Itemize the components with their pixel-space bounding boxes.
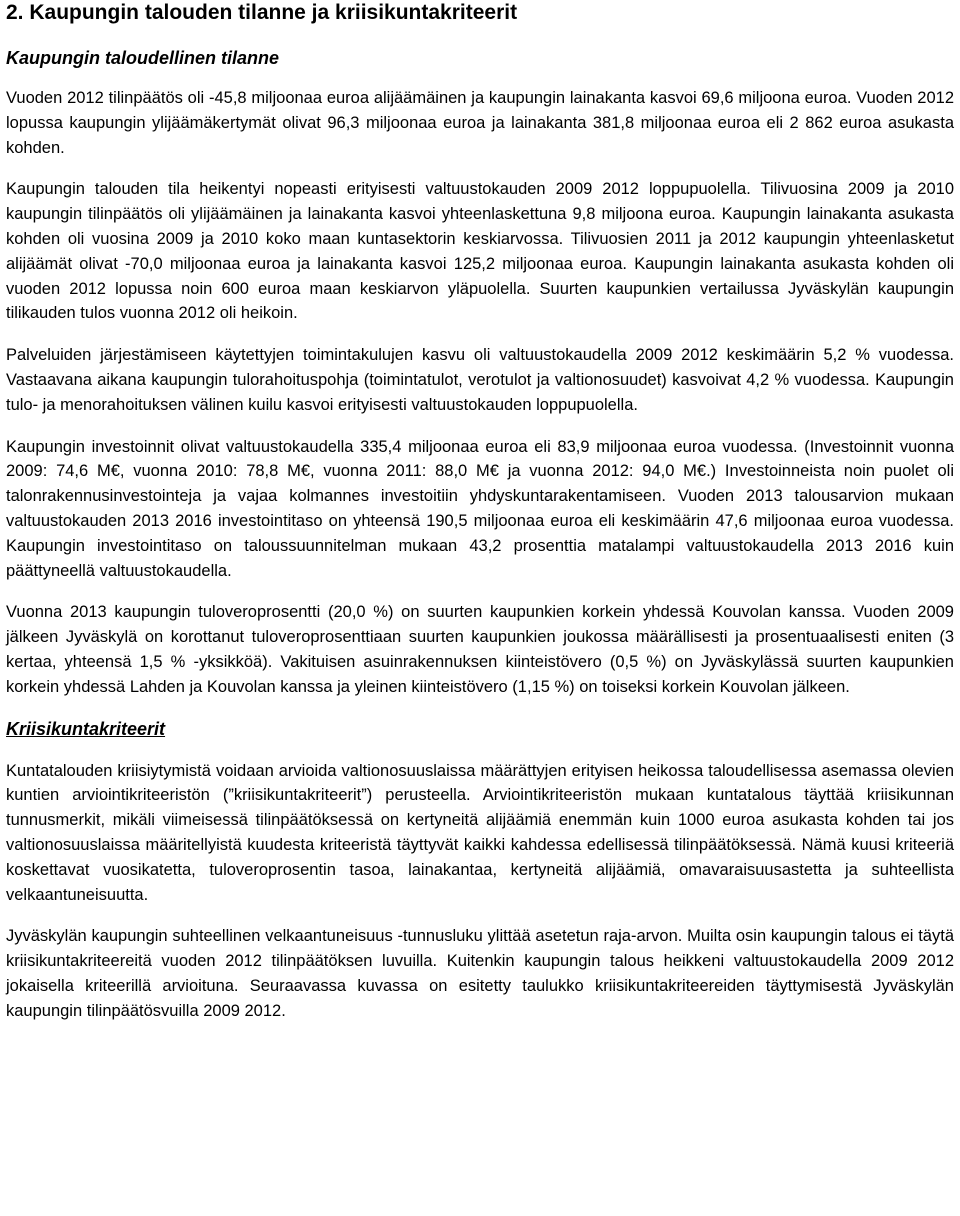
paragraph-financial-result-2012: Vuoden 2012 tilinpäätös oli -45,8 miljoonaa euroa alijäämäinen ja kaupungin lainakanta kasvoi 69,6 miljoona euroa. Vuoden 2012 lopussa kaupungin ylijäämäkertymät olivat 96,3 miljoonaa euroa ja lainakanta 381,8 miljoonaa euroa eli 2 862 euroa asukasta kohden. [6,89,954,157]
subsection-heading-financial-situation: Kaupungin taloudellinen tilanne [6,48,279,68]
paragraph-financial-decline: Kaupungin talouden tila heikentyi nopeasti erityisesti valtuustokauden 2009 2012 loppupuolella. Tilivuosina 2009 ja 2010 kaupungin tilinpäätös oli ylijäämäinen ja lainakanta kasvoi yhteenlaskettuna 9,8 miljoona euroa. Kaupungin lainakanta asukasta kohden oli vuosina 2009 ja 2010 koko maan kuntasektorin keskiarvossa. Tilivuosien 2011 ja 2012 kaupungin yhteenlasketut alijäämät olivat -70,0 miljoonaa euroa ja lainakanta kasvoi 125,2 miljoonaa euroa. Kaupungin lainakanta asukasta kohden oli vuoden 2012 lopussa noin 600 euroa maan keskiarvon yläpuolella. Suurten kaupunkien vertailussa Jyväskylän kaupungin tilikauden tulos vuonna 2012 oli heikoin. [6,180,954,323]
section-heading: 2. Kaupungin talouden tilanne ja kriisikuntakriteerit [6,1,518,24]
subsection-heading-crisis-criteria: Kriisikuntakriteerit [6,718,166,739]
paragraph-crisis-criteria-definition: Kuntatalouden kriisiytymistä voidaan arvioida valtionosuuslaissa määrättyjen erityisen heikossa taloudellisessa asemassa olevien kuntien arviointikriteeristön (”kriisikuntakriteerit”) perusteella. Arviointikriteeristön mukaan kuntatalous täyttää kriisikunnan tunnusmerkit, mikäli viimeisessä tilinpäätöksessä on kertyneitä alijäämiä enemmän kuin 1000 euroa asukasta kohden tai jos valtionosuuslaissa määritellyistä kuudesta kriteeristä täyttyvät kaikki kahdessa edellisessä tilinpäätöksessä. Nämä kuusi kriteeriä koskettavat vuosikatetta, tuloveroprosentin tasoa, lainakantaa, kertyneitä alijäämiä, omavaraisuusastetta ja suhteellista velkaantuneisuutta. [6,761,954,904]
paragraph-investments: Kaupungin investoinnit olivat valtuustokaudella 335,4 miljoonaa euroa eli 83,9 miljoonaa euroa vuodessa. (Investoinnit vuonna 2009: 74,6 M€, vuonna 2010: 78,8 M€, vuonna 2011: 88,0 M€ ja vuonna 2012: 94,0 M€.) Investoinneista noin puolet oli talonrakennusinvestointeja ja vajaa kolmannes investoitiin yhdyskuntarakentamiseen. Vuoden 2013 talousarvion mukaan valtuustokauden 2013 2016 investointitaso on yhteensä 190,5 miljoonaa euroa eli keskimäärin 47,6 miljoonaa euroa vuodessa. Kaupungin investointitaso on taloussuunnitelman mukaan 43,2 prosenttia matalampi valtuustokaudella 2013 2016 kuin päättyneellä valtuustokaudella. [6,437,954,580]
document-page [6,0,954,1041]
paragraph-tax-rates: Vuonna 2013 kaupungin tuloveroprosentti (20,0 %) on suurten kaupunkien korkein yhdessä Kouvolan kanssa. Vuoden 2009 jälkeen Jyväskylä on korottanut tuloveroprosenttiaan suurten kaupunkien joukossa määrällisesti ja prosentuaalisesti eniten (3 kertaa, yhteensä 1,5 % -yksikköä). Vakituisen asuinrakennuksen kiinteistövero (0,5 %) on Jyväskylässä suurten kaupunkien korkein yhdessä Lahden ja Kouvolan kanssa ja yleinen kiinteistövero (1,15 %) on toiseksi korkein Kouvolan jälkeen. [6,603,954,696]
paragraph-operating-costs: Palveluiden järjestämiseen käytettyjen toimintakulujen kasvu oli valtuustokaudella 2009 2012 keskimäärin 5,2 % vuodessa. Vastaavana aikana kaupungin tulorahoituspohja (toimintatulot, verotulot ja valtionosuudet) kasvoivat 4,2 % vuodessa. Kaupungin tulo- ja menorahoituksen välinen kuilu kasvoi erityisesti valtuustokauden loppupuolella. [6,346,954,414]
paragraph-crisis-criteria-jyvaskyla: Jyväskylän kaupungin suhteellinen velkaantuneisuus -tunnusluku ylittää asetetun raja-arvon. Muilta osin kaupungin talous ei täytä kriisikuntakriteereitä vuoden 2012 tilinpäätöksen luvuilla. Kuitenkin kaupungin talous heikkeni valtuustokaudella 2009 2012 jokaisella kriteerillä arvioituna. Seuraavassa kuvassa on esitetty taulukko kriisikuntakriteereiden täyttymisestä Jyväskylän kaupungin tilinpäätösvuilla 2009 2012. [6,927,954,1020]
